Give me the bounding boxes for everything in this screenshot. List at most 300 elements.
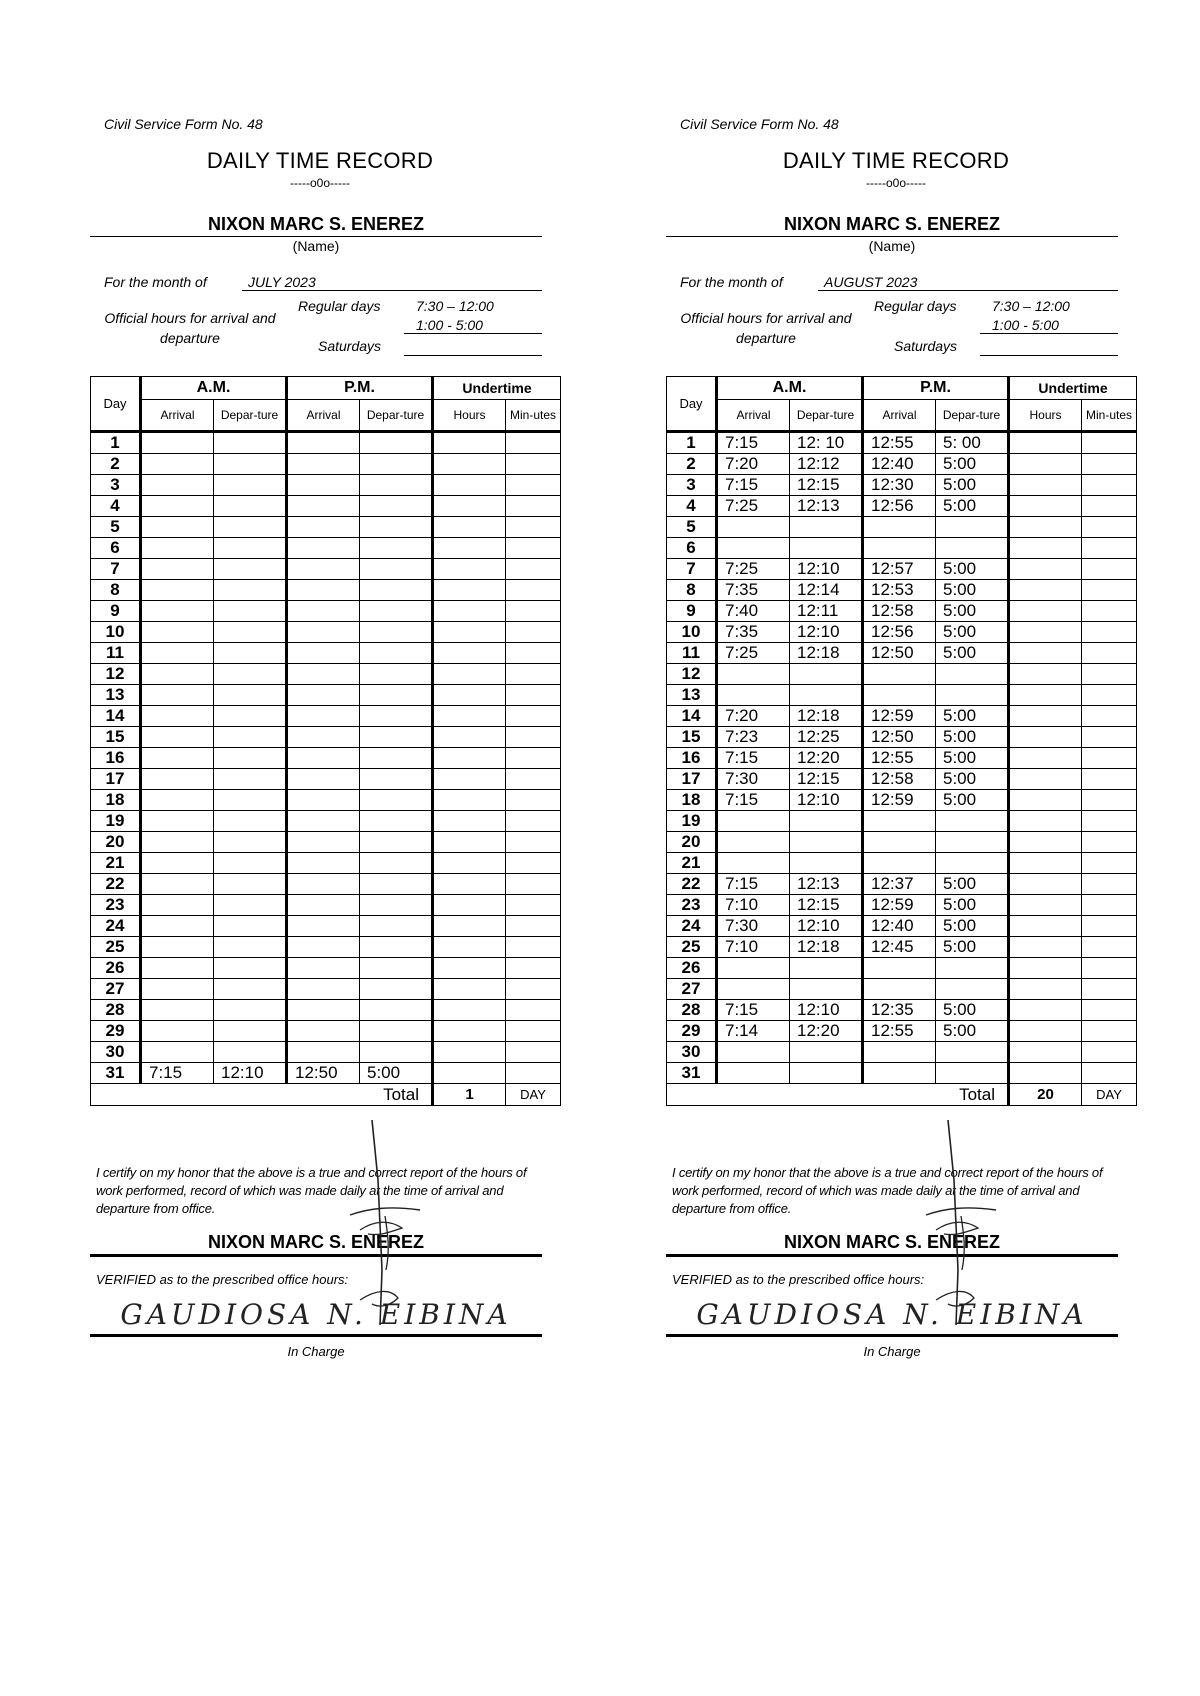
am-departure-cell <box>214 958 287 979</box>
undertime-minutes-cell <box>506 1021 561 1042</box>
undertime-minutes-cell <box>506 685 561 706</box>
day-cell: 13 <box>91 685 141 706</box>
day-cell: 16 <box>91 748 141 769</box>
day-cell: 12 <box>667 664 717 685</box>
table-row <box>667 685 1137 706</box>
pm-departure-cell <box>360 643 433 664</box>
am-departure-cell <box>790 1063 863 1084</box>
day-cell: 14 <box>667 706 717 727</box>
day-cell: 13 <box>667 685 717 706</box>
day-cell: 23 <box>667 895 717 916</box>
am-arrival-cell: 7:25 <box>717 559 790 580</box>
pm-arrival-cell: 12:35 <box>863 1000 936 1021</box>
table-row <box>667 748 1137 769</box>
day-cell: 26 <box>91 958 141 979</box>
table-row <box>667 454 1137 475</box>
day-cell: 11 <box>667 643 717 664</box>
pm-departure-cell <box>936 958 1009 979</box>
day-cell: 8 <box>91 580 141 601</box>
day-cell: 6 <box>667 538 717 559</box>
saturdays-line <box>980 355 1118 356</box>
am-departure-cell: 12:10 <box>790 622 863 643</box>
am-arrival-cell: 7:15 <box>717 874 790 895</box>
in-charge-label: In Charge <box>863 1344 921 1359</box>
pm-arrival-cell <box>863 832 936 853</box>
day-cell: 10 <box>667 622 717 643</box>
undertime-minutes-cell <box>1082 643 1137 664</box>
day-cell: 19 <box>667 811 717 832</box>
day-cell: 30 <box>667 1042 717 1063</box>
undertime-minutes-cell <box>506 538 561 559</box>
table-row <box>667 811 1137 832</box>
day-cell: 29 <box>91 1021 141 1042</box>
pm-arrival-cell <box>287 748 360 769</box>
am-departure-cell: 12:12 <box>790 454 863 475</box>
am-departure-cell: 12:20 <box>790 1021 863 1042</box>
table-row <box>91 1042 561 1063</box>
am-departure-cell: 12:15 <box>790 895 863 916</box>
table-row <box>91 937 561 958</box>
undertime-minutes-cell <box>1082 853 1137 874</box>
am-arrival-cell <box>141 916 214 937</box>
table-row <box>667 1000 1137 1021</box>
undertime-minutes-cell <box>1082 496 1137 517</box>
total-label: Total <box>667 1084 1009 1106</box>
header-day: Day <box>91 377 141 432</box>
day-cell: 18 <box>91 790 141 811</box>
pm-departure-cell <box>360 517 433 538</box>
am-arrival-cell <box>717 832 790 853</box>
undertime-hours-cell <box>433 895 506 916</box>
am-departure-cell <box>790 538 863 559</box>
am-departure-cell <box>214 1042 287 1063</box>
pm-arrival-cell <box>863 664 936 685</box>
header-hours: Hours <box>1009 400 1082 432</box>
day-cell: 28 <box>667 1000 717 1021</box>
undertime-hours-cell <box>433 664 506 685</box>
day-cell: 9 <box>667 601 717 622</box>
pm-arrival-cell <box>287 517 360 538</box>
pm-departure-cell: 5:00 <box>936 475 1009 496</box>
pm-departure-cell <box>936 664 1009 685</box>
am-arrival-cell <box>141 475 214 496</box>
table-row <box>91 454 561 475</box>
pm-arrival-cell: 12:55 <box>863 748 936 769</box>
am-arrival-cell: 7:10 <box>717 937 790 958</box>
day-cell: 10 <box>91 622 141 643</box>
pm-departure-cell: 5:00 <box>936 1021 1009 1042</box>
am-departure-cell <box>214 811 287 832</box>
am-departure-cell <box>214 432 287 454</box>
pm-departure-cell <box>360 601 433 622</box>
pm-departure-cell <box>360 979 433 1000</box>
table-row <box>91 790 561 811</box>
pm-arrival-cell: 12:56 <box>863 496 936 517</box>
in-charge-label: In Charge <box>287 1344 345 1359</box>
undertime-minutes-cell <box>506 916 561 937</box>
am-arrival-cell <box>141 853 214 874</box>
undertime-hours-cell <box>433 811 506 832</box>
pm-arrival-cell: 12:37 <box>863 874 936 895</box>
table-row <box>91 475 561 496</box>
am-departure-cell <box>790 1042 863 1063</box>
am-departure-cell: 12:14 <box>790 580 863 601</box>
undertime-minutes-cell <box>506 1000 561 1021</box>
am-arrival-cell <box>141 559 214 580</box>
pm-departure-cell <box>936 979 1009 1000</box>
day-cell: 30 <box>91 1042 141 1063</box>
undertime-hours-cell <box>433 1021 506 1042</box>
saturdays-label: Saturdays <box>318 338 382 354</box>
total-label: Total <box>91 1084 433 1106</box>
pm-departure-cell <box>360 538 433 559</box>
day-cell: 24 <box>667 916 717 937</box>
pm-departure-cell <box>360 706 433 727</box>
pm-arrival-cell <box>287 958 360 979</box>
am-arrival-cell <box>141 664 214 685</box>
pm-departure-cell <box>360 432 433 454</box>
am-arrival-cell <box>717 1042 790 1063</box>
undertime-minutes-cell <box>1082 790 1137 811</box>
undertime-hours-cell <box>1009 496 1082 517</box>
form-number: Civil Service Form No. 48 <box>680 116 839 132</box>
table-row <box>91 979 561 1000</box>
undertime-hours-cell <box>433 832 506 853</box>
undertime-minutes-cell <box>506 706 561 727</box>
header-pm-departure: Depar-ture <box>360 400 433 432</box>
regular-days-label: Regular days <box>298 298 381 314</box>
table-row <box>91 769 561 790</box>
day-cell: 27 <box>91 979 141 1000</box>
undertime-hours-cell <box>1009 958 1082 979</box>
pm-arrival-cell: 12:40 <box>863 454 936 475</box>
pm-arrival-cell <box>287 559 360 580</box>
undertime-hours-cell <box>433 432 506 454</box>
pm-departure-cell <box>360 769 433 790</box>
day-cell: 6 <box>91 538 141 559</box>
day-cell: 16 <box>667 748 717 769</box>
undertime-hours-cell <box>433 790 506 811</box>
am-arrival-cell <box>717 811 790 832</box>
day-cell: 25 <box>91 937 141 958</box>
day-cell: 4 <box>667 496 717 517</box>
pm-departure-cell <box>360 622 433 643</box>
am-arrival-cell <box>717 979 790 1000</box>
am-arrival-cell <box>717 958 790 979</box>
undertime-hours-cell <box>1009 622 1082 643</box>
am-arrival-cell <box>141 601 214 622</box>
pm-arrival-cell <box>287 496 360 517</box>
total-value: 1 <box>433 1084 506 1106</box>
am-departure-cell: 12:18 <box>790 706 863 727</box>
table-row <box>667 895 1137 916</box>
table-row <box>667 432 1137 454</box>
undertime-hours-cell <box>1009 1021 1082 1042</box>
table-row <box>667 1021 1137 1042</box>
am-arrival-cell <box>141 1021 214 1042</box>
pm-departure-cell: 5:00 <box>936 895 1009 916</box>
am-arrival-cell <box>141 958 214 979</box>
undertime-hours-cell <box>1009 853 1082 874</box>
table-row <box>91 559 561 580</box>
undertime-hours-cell <box>433 853 506 874</box>
pm-departure-cell <box>360 937 433 958</box>
am-arrival-cell: 7:20 <box>717 454 790 475</box>
undertime-minutes-cell <box>506 559 561 580</box>
am-arrival-cell <box>141 622 214 643</box>
day-cell: 1 <box>667 432 717 454</box>
am-departure-cell <box>214 454 287 475</box>
month-value: AUGUST 2023 <box>818 274 1118 291</box>
undertime-hours-cell <box>1009 895 1082 916</box>
am-departure-cell <box>214 853 287 874</box>
pm-arrival-cell <box>287 874 360 895</box>
header-pm-departure: Depar-ture <box>936 400 1009 432</box>
day-cell: 26 <box>667 958 717 979</box>
am-arrival-cell <box>141 769 214 790</box>
table-row <box>667 559 1137 580</box>
table-row <box>667 958 1137 979</box>
am-arrival-cell: 7:23 <box>717 727 790 748</box>
day-cell: 5 <box>91 517 141 538</box>
pm-arrival-cell <box>287 853 360 874</box>
am-arrival-cell: 7:35 <box>717 622 790 643</box>
in-charge-name: GAUDIOSA N. EIBINA <box>666 1298 1118 1337</box>
undertime-hours-cell <box>433 538 506 559</box>
undertime-minutes-cell <box>1082 811 1137 832</box>
pm-departure-cell <box>360 958 433 979</box>
pm-arrival-cell: 12:30 <box>863 475 936 496</box>
pm-arrival-cell <box>287 979 360 1000</box>
pm-arrival-cell: 12:58 <box>863 769 936 790</box>
table-row <box>91 664 561 685</box>
pm-departure-cell: 5: 00 <box>936 432 1009 454</box>
pm-arrival-cell <box>287 601 360 622</box>
undertime-hours-cell <box>433 1063 506 1084</box>
am-arrival-cell: 7:15 <box>717 432 790 454</box>
undertime-minutes-cell <box>1082 559 1137 580</box>
pm-arrival-cell <box>863 811 936 832</box>
am-arrival-cell <box>141 832 214 853</box>
am-arrival-cell: 7:15 <box>717 748 790 769</box>
undertime-minutes-cell <box>506 643 561 664</box>
pm-arrival-cell <box>863 1042 936 1063</box>
undertime-hours-cell <box>1009 832 1082 853</box>
am-arrival-cell <box>717 664 790 685</box>
title-separator: -----o0o----- <box>866 176 926 190</box>
header-undertime: Undertime <box>1009 377 1137 400</box>
undertime-hours-cell <box>433 748 506 769</box>
undertime-minutes-cell <box>1082 874 1137 895</box>
undertime-minutes-cell <box>506 622 561 643</box>
undertime-hours-cell <box>1009 432 1082 454</box>
day-cell: 17 <box>91 769 141 790</box>
am-departure-cell: 12:10 <box>790 1000 863 1021</box>
am-arrival-cell <box>141 538 214 559</box>
undertime-hours-cell <box>1009 937 1082 958</box>
day-cell: 3 <box>667 475 717 496</box>
regular-hours-pm: 1:00 - 5:00 <box>980 317 1118 334</box>
am-departure-cell: 12:13 <box>790 874 863 895</box>
undertime-hours-cell <box>433 475 506 496</box>
am-departure-cell <box>214 727 287 748</box>
pm-departure-cell <box>360 895 433 916</box>
am-arrival-cell <box>141 937 214 958</box>
header-minutes: Min-utes <box>1082 400 1137 432</box>
table-row <box>667 1042 1137 1063</box>
day-cell: 23 <box>91 895 141 916</box>
am-arrival-cell: 7:25 <box>717 496 790 517</box>
undertime-hours-cell <box>1009 979 1082 1000</box>
undertime-minutes-cell <box>506 769 561 790</box>
am-departure-cell <box>790 853 863 874</box>
table-row <box>667 853 1137 874</box>
undertime-hours-cell <box>1009 916 1082 937</box>
pm-arrival-cell <box>863 1063 936 1084</box>
day-cell: 9 <box>91 601 141 622</box>
regular-hours-am: 7:30 – 12:00 <box>992 298 1070 314</box>
undertime-minutes-cell <box>1082 769 1137 790</box>
header-am: A.M. <box>717 377 863 400</box>
am-arrival-cell <box>141 748 214 769</box>
header-pm: P.M. <box>863 377 1009 400</box>
undertime-hours-cell <box>1009 601 1082 622</box>
signature-mark <box>320 1120 460 1330</box>
am-arrival-cell <box>141 685 214 706</box>
undertime-minutes-cell <box>506 601 561 622</box>
am-departure-cell <box>214 622 287 643</box>
undertime-hours-cell <box>433 958 506 979</box>
am-departure-cell <box>214 895 287 916</box>
undertime-hours-cell <box>1009 1063 1082 1084</box>
undertime-minutes-cell <box>506 496 561 517</box>
am-arrival-cell <box>141 643 214 664</box>
table-row <box>667 601 1137 622</box>
am-departure-cell <box>214 769 287 790</box>
verified-text: VERIFIED as to the prescribed office hours: <box>672 1272 925 1287</box>
am-arrival-cell <box>141 517 214 538</box>
pm-departure-cell: 5:00 <box>936 937 1009 958</box>
signature-mark <box>896 1120 1036 1330</box>
am-departure-cell <box>214 706 287 727</box>
table-row <box>91 916 561 937</box>
pm-departure-cell: 5:00 <box>936 874 1009 895</box>
undertime-minutes-cell <box>506 853 561 874</box>
undertime-hours-cell <box>433 496 506 517</box>
pm-arrival-cell: 12:45 <box>863 937 936 958</box>
am-departure-cell: 12:15 <box>790 769 863 790</box>
day-cell: 15 <box>91 727 141 748</box>
pm-departure-cell <box>360 1042 433 1063</box>
am-departure-cell <box>214 685 287 706</box>
table-row <box>91 622 561 643</box>
undertime-minutes-cell <box>506 958 561 979</box>
header-am-departure: Depar-ture <box>790 400 863 432</box>
pm-arrival-cell <box>287 580 360 601</box>
am-departure-cell <box>214 580 287 601</box>
undertime-minutes-cell <box>1082 832 1137 853</box>
pm-arrival-cell <box>287 664 360 685</box>
undertime-hours-cell <box>433 769 506 790</box>
pm-arrival-cell <box>287 454 360 475</box>
pm-arrival-cell: 12:50 <box>863 643 936 664</box>
pm-arrival-cell: 12:53 <box>863 580 936 601</box>
undertime-hours-cell <box>1009 1042 1082 1063</box>
undertime-minutes-cell <box>1082 958 1137 979</box>
table-row <box>91 580 561 601</box>
pm-departure-cell: 5:00 <box>936 580 1009 601</box>
table-row <box>667 790 1137 811</box>
am-arrival-cell: 7:15 <box>141 1063 214 1084</box>
undertime-minutes-cell <box>1082 727 1137 748</box>
table-row <box>91 1063 561 1084</box>
undertime-minutes-cell <box>1082 748 1137 769</box>
official-hours-label: Official hours for arrival and departure <box>680 310 852 346</box>
undertime-minutes-cell <box>506 432 561 454</box>
pm-departure-cell <box>936 832 1009 853</box>
table-row <box>91 601 561 622</box>
am-arrival-cell <box>141 580 214 601</box>
undertime-hours-cell <box>1009 580 1082 601</box>
undertime-minutes-cell <box>1082 517 1137 538</box>
day-cell: 2 <box>91 454 141 475</box>
undertime-minutes-cell <box>506 727 561 748</box>
official-hours-label: Official hours for arrival and departure <box>104 310 276 346</box>
undertime-minutes-cell <box>506 748 561 769</box>
day-cell: 14 <box>91 706 141 727</box>
table-row <box>91 748 561 769</box>
pm-arrival-cell <box>287 937 360 958</box>
table-row <box>91 538 561 559</box>
am-arrival-cell: 7:15 <box>717 475 790 496</box>
time-record-rows <box>667 432 1137 1084</box>
undertime-minutes-cell <box>506 664 561 685</box>
pm-arrival-cell <box>287 432 360 454</box>
undertime-hours-cell <box>433 937 506 958</box>
undertime-hours-cell <box>1009 475 1082 496</box>
undertime-minutes-cell <box>506 874 561 895</box>
undertime-hours-cell <box>433 874 506 895</box>
pm-arrival-cell <box>287 790 360 811</box>
employee-name: NIXON MARC S. ENEREZ <box>90 214 542 237</box>
table-row <box>667 832 1137 853</box>
undertime-minutes-cell <box>1082 1042 1137 1063</box>
undertime-hours-cell <box>433 1042 506 1063</box>
pm-arrival-cell: 12:58 <box>863 601 936 622</box>
header-undertime: Undertime <box>433 377 561 400</box>
undertime-hours-cell <box>433 727 506 748</box>
undertime-hours-cell <box>433 685 506 706</box>
undertime-minutes-cell <box>1082 937 1137 958</box>
undertime-minutes-cell <box>1082 538 1137 559</box>
table-row <box>667 580 1137 601</box>
table-row <box>91 1000 561 1021</box>
am-arrival-cell <box>717 685 790 706</box>
table-row <box>667 916 1137 937</box>
name-caption: (Name) <box>292 238 340 254</box>
name-caption: (Name) <box>868 238 916 254</box>
pm-arrival-cell <box>287 916 360 937</box>
header-hours: Hours <box>433 400 506 432</box>
day-cell: 8 <box>667 580 717 601</box>
undertime-hours-cell <box>433 643 506 664</box>
table-row <box>667 769 1137 790</box>
pm-departure-cell <box>936 811 1009 832</box>
am-departure-cell <box>214 748 287 769</box>
form-title: DAILY TIME RECORD <box>206 148 434 173</box>
table-row <box>91 832 561 853</box>
day-cell: 19 <box>91 811 141 832</box>
